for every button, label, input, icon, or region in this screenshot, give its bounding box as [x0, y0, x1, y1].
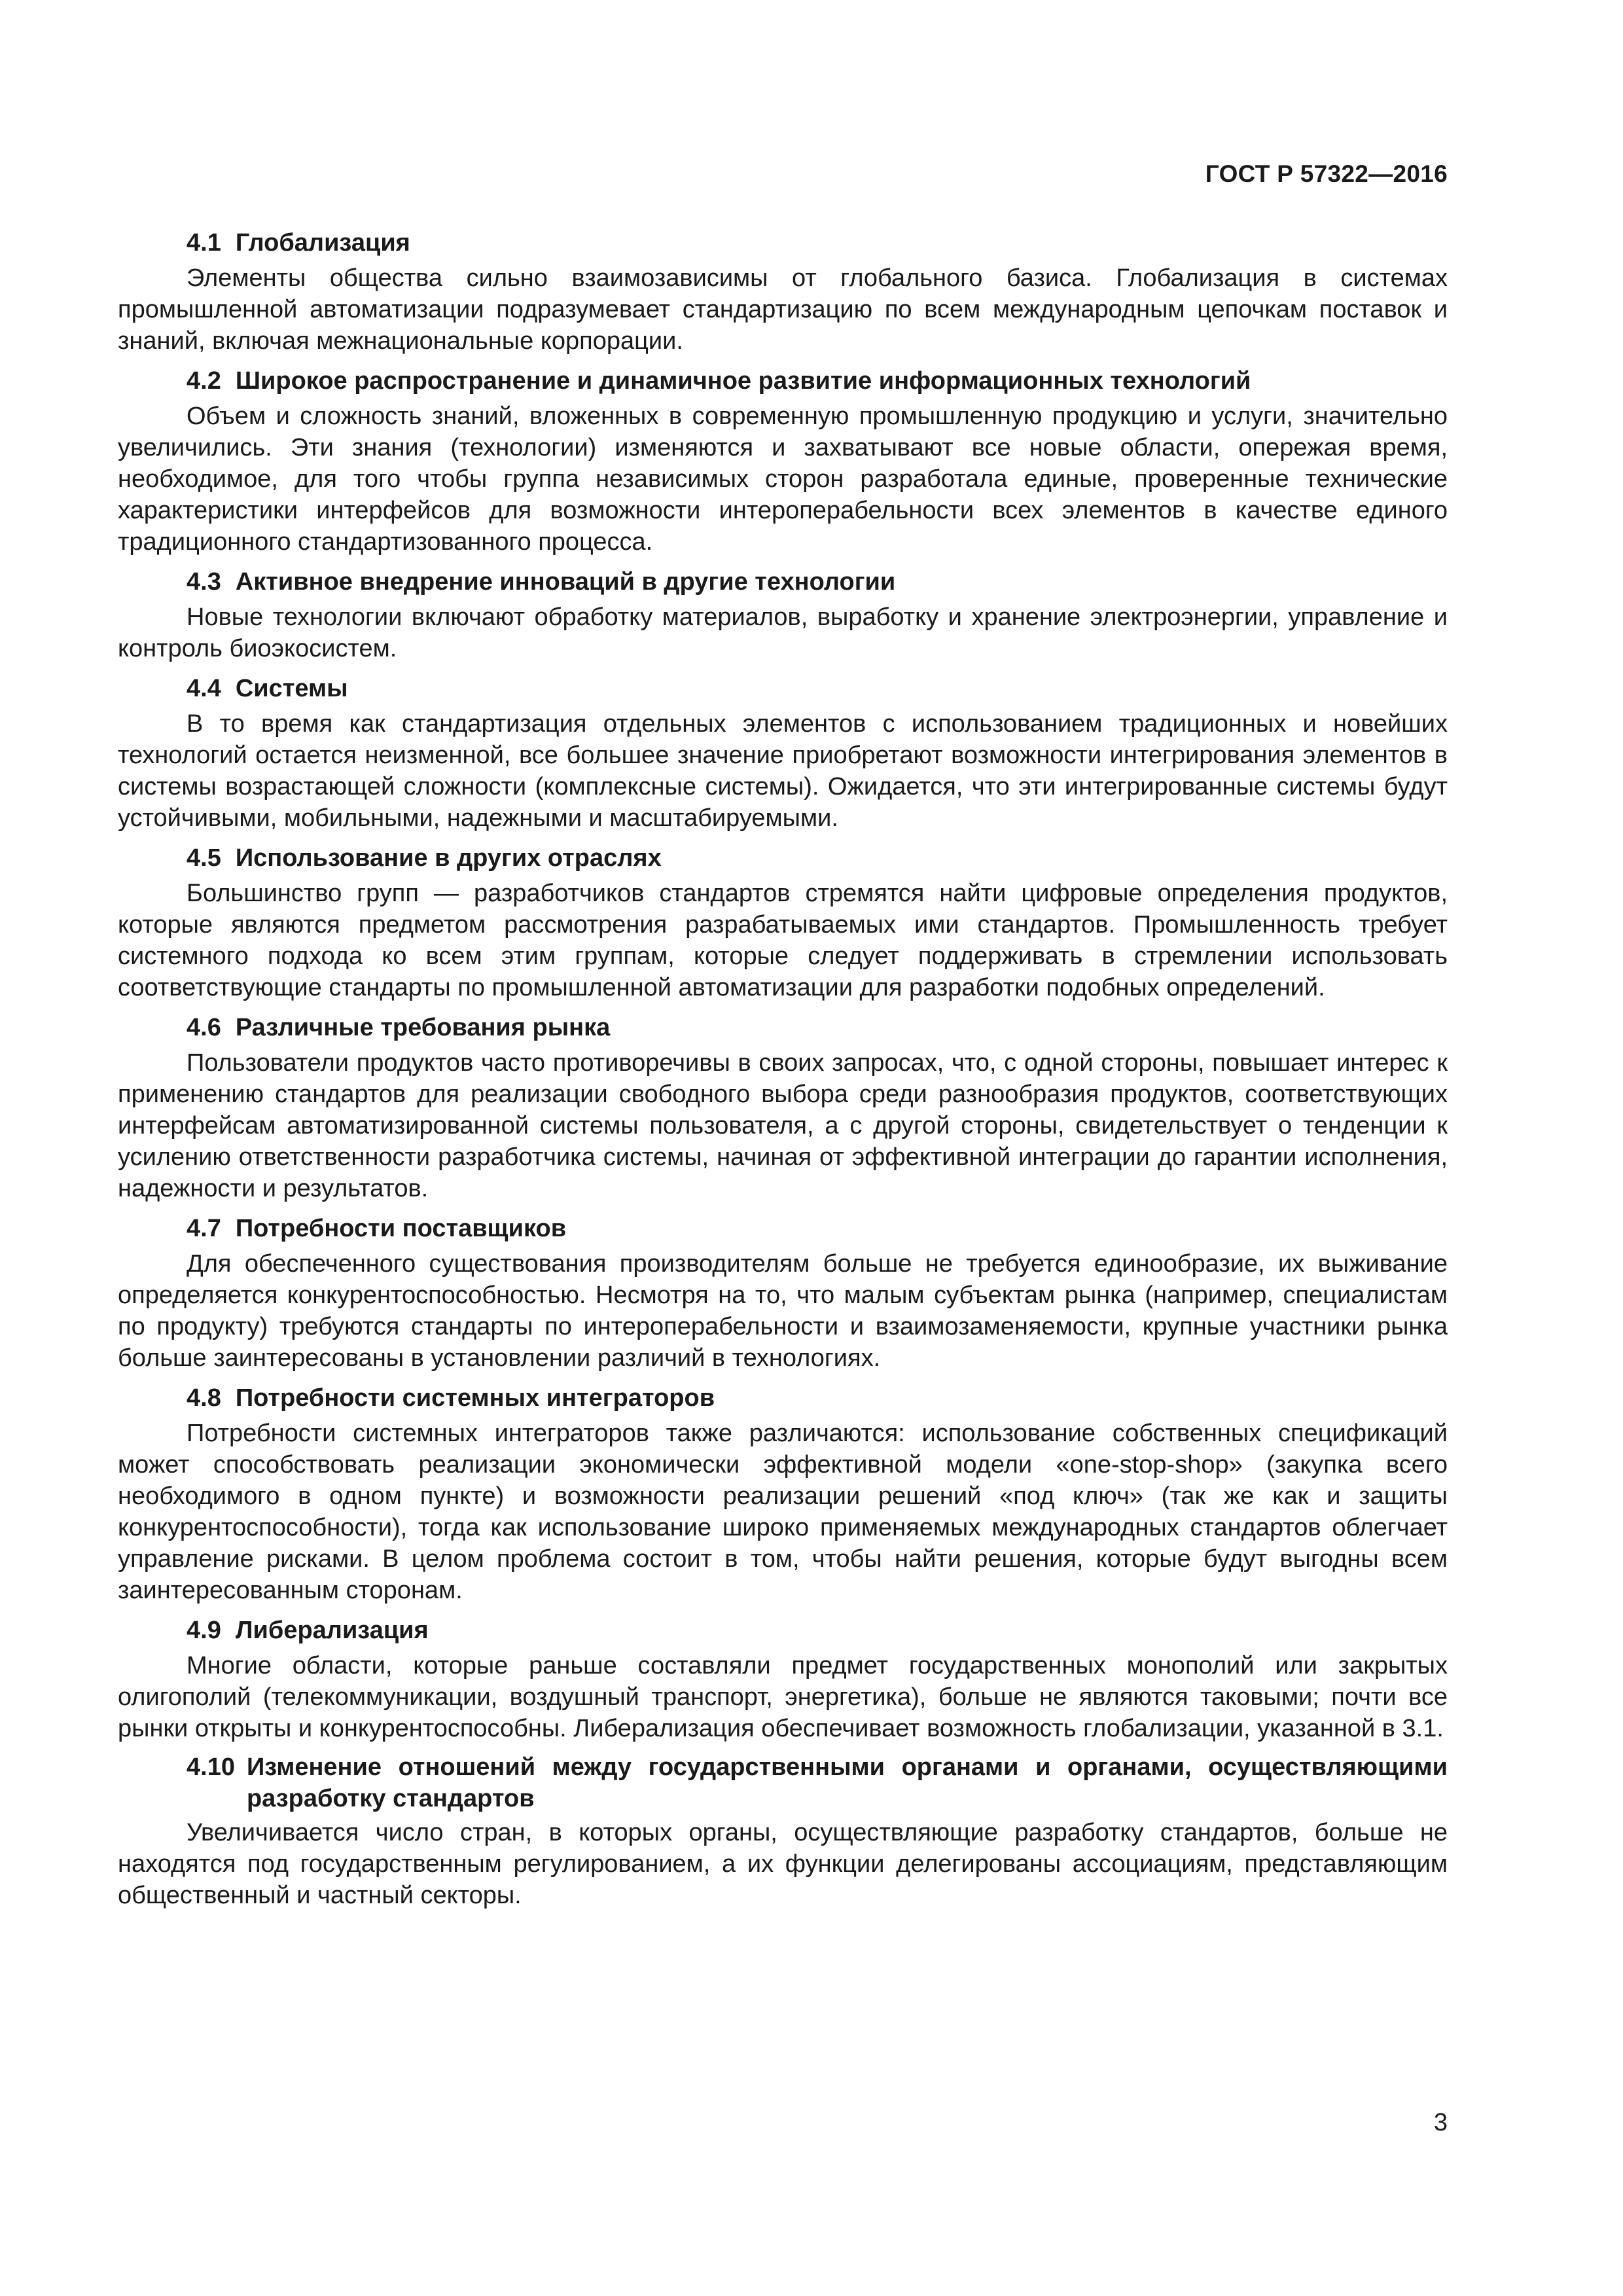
section-4-3 — [118, 565, 1448, 664]
section-4-4 — [118, 672, 1448, 834]
page-number: 3 — [1433, 2109, 1448, 2136]
section-title: Использование в других отраслях — [235, 844, 662, 872]
section-title: Глобализация — [235, 229, 410, 257]
section-number: 4.1 — [187, 229, 221, 257]
section-title: Широкое распространение и динамичное развитие информационных технологий — [235, 367, 1251, 395]
section-title: Изменение отношений между государственными органами и органами, осуществляющими разработку стандартов — [246, 1753, 1448, 1812]
section-heading — [118, 841, 1448, 875]
section-title: Системы — [235, 675, 348, 702]
section-number: 4.4 — [187, 675, 221, 702]
section-heading — [118, 364, 1448, 398]
section-number: 4.2 — [187, 367, 221, 395]
section-paragraph: Многие области, которые раньше составляли предмет государственных монополий или закрытых олигополий (телекоммуникации, воздушный транспорт, энергетика), больше не являются таковыми; почти все рынки открыты и конкурентоспособны. Либерализация обеспечивает возможность глобализации, указанной в 3.1. — [118, 1652, 1448, 1742]
section-title: Потребности системных интеграторов — [235, 1384, 715, 1412]
document-code-header: ГОСТ Р 57322—2016 — [1205, 160, 1448, 187]
section-paragraph: Увеличивается число стран, в которых органы, осуществляющие разработку стандартов, больше не находятся под государственным регулированием, а их функции делегированы ассоциациям, представляющим общественный и частный секторы. — [118, 1819, 1448, 1909]
section-title: Либерализация — [235, 1617, 429, 1644]
section-number: 4.6 — [187, 1014, 221, 1041]
section-4-7 — [118, 1211, 1448, 1374]
section-number: 4.7 — [187, 1215, 221, 1242]
section-4-2 — [118, 364, 1448, 558]
section-heading — [118, 226, 1448, 260]
section-number: 4.3 — [187, 568, 221, 596]
section-paragraph: Новые технологии включают обработку материалов, выработку и хранение электроэнергии, управление и контроль биоэкосистем. — [118, 603, 1448, 662]
section-heading — [118, 1011, 1448, 1045]
section-paragraph: Большинство групп — разработчиков стандартов стремятся найти цифровые определения продуктов, которые являются предметом рассмотрения разрабатываемых ими стандартов. Промышленность требует системного подхода ко всем этим группам, которые следует поддерживать в стремлении использовать соответствующие стандарты по промышленной автоматизации для разработки подобных определений. — [118, 880, 1448, 1001]
section-heading — [118, 1381, 1448, 1415]
section-4-9 — [118, 1613, 1448, 1744]
section-heading — [118, 672, 1448, 706]
section-number: 4.10 — [187, 1753, 235, 1781]
section-title: Различные требования рынка — [235, 1014, 611, 1041]
section-4-6 — [118, 1011, 1448, 1204]
section-number: 4.9 — [187, 1617, 221, 1644]
section-number: 4.5 — [187, 844, 221, 872]
section-paragraph: Элементы общества сильно взаимозависимы от глобального базиса. Глобализация в системах промышленной автоматизации подразумевает стандартизацию по всем международным цепочкам поставок и знаний, включая межнациональные корпорации. — [118, 264, 1448, 355]
section-heading — [118, 1211, 1448, 1246]
document-body — [118, 226, 1448, 1918]
section-paragraph: Объем и сложность знаний, вложенных в современную промышленную продукцию и услуги, значительно увеличились. Эти знания (технологии) изменяются и захватывают все новые области, опережая время, необходимое, для того чтобы группа независимых сторон разработала единые, проверенные технические характеристики интерфейсов для возможности интероперабельности всех элементов в качестве единого традиционного стандартизованного процесса. — [118, 403, 1448, 556]
section-heading — [118, 1751, 1448, 1814]
section-4-1 — [118, 226, 1448, 357]
section-4-10 — [118, 1751, 1448, 1911]
section-paragraph: Пользователи продуктов часто противоречивы в своих запросах, что, с одной стороны, повышает интерес к применению стандартов для реализации свободного выбора среди разнообразия продуктов, соответствующих интерфейсам автоматизированной системы пользователя, а с другой стороны, свидетельствует о тенденции к усилению ответственности разработчика системы, начиная от эффективной интеграции до гарантии исполнения, надежности и результатов. — [118, 1049, 1448, 1202]
section-paragraph: Потребности системных интеграторов также различаются: использование собственных спецификаций может способствовать реализации экономически эффективной модели «one-stop-shop» (закупка всего необходимого в одном пункте) и возможности реализации решений «под ключ» (так же как и защиты конкурентоспособности), тогда как использование широко применяемых международных стандартов облегчает управление рисками. В целом проблема состоит в том, чтобы найти решения, которые будут выгодны всем заинтересованным сторонам. — [118, 1420, 1448, 1604]
section-heading — [118, 565, 1448, 599]
section-4-5 — [118, 841, 1448, 1003]
section-paragraph: В то время как стандартизация отдельных элементов с использованием традиционных и новейших технологий остается неизменной, все большее значение приобретают возможности интегрирования элементов в системы возрастающей сложности (комплексные системы). Ожидается, что эти интегрированные системы будут устойчивыми, мобильными, надежными и масштабируемыми. — [118, 710, 1448, 832]
section-title: Потребности поставщиков — [235, 1215, 567, 1242]
section-paragraph: Для обеспеченного существования производителям больше не требуется единообразие, их выживание определяется конкурентоспособностью. Несмотря на то, что малым субъектам рынка (например, специалистам по продукту) требуются стандарты по интероперабельности и взаимозаменяемости, крупные участники рынка больше заинтересованы в установлении различий в технологиях. — [118, 1250, 1448, 1372]
section-4-8 — [118, 1381, 1448, 1606]
section-number: 4.8 — [187, 1384, 221, 1412]
section-title: Активное внедрение инноваций в другие технологии — [235, 568, 896, 596]
section-heading — [118, 1613, 1448, 1647]
